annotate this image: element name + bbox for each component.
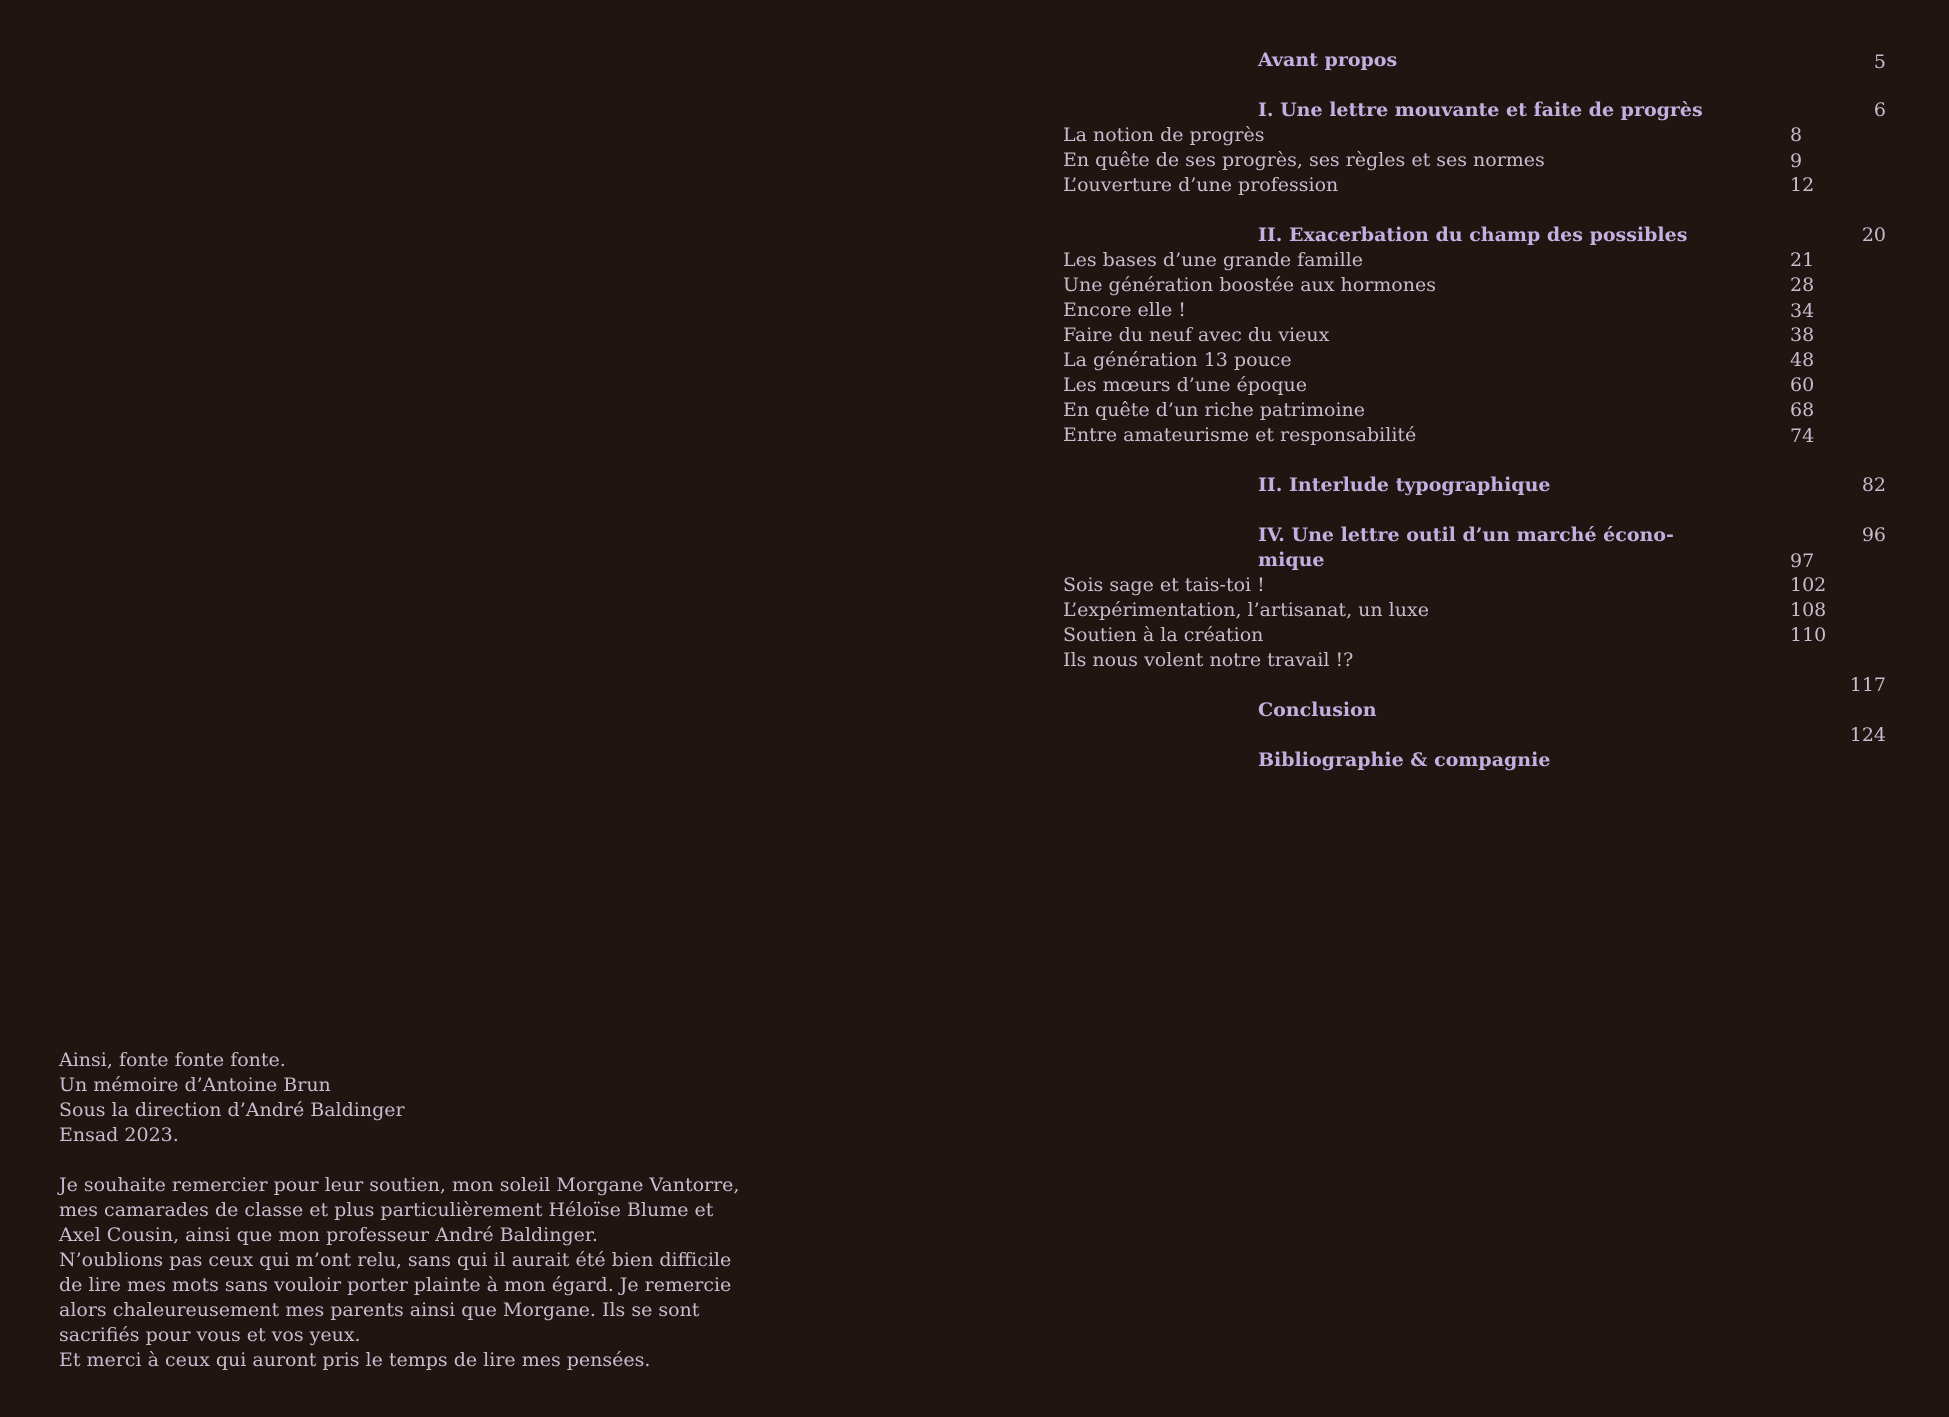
toc-conclusion-page: 117 [1849,674,1886,696]
toc-part4-page: 96 [1861,524,1886,546]
toc-item: En quête de ses progrès, ses règles et ses normes [1063,149,1545,171]
thanks-line: Axel Cousin, ainsi que mon professeur André Baldinger. [59,1224,598,1246]
toc-item-page: 108 [1790,599,1827,621]
toc-part2-page: 20 [1861,224,1886,246]
toc-item: Ils nous volent notre travail !? [1063,649,1354,671]
toc-bibliographie-page: 124 [1849,724,1886,746]
toc-item-page: 21 [1790,249,1815,271]
toc-item: Les bases d’une grande famille [1063,249,1363,271]
toc-item-page: 60 [1790,374,1815,396]
thanks-line: Je souhaite remercier pour leur soutien, mon soleil Morgane Vantorre, [59,1174,740,1196]
thanks-line: N’oublions pas ceux qui m’ont relu, sans qui il aurait été bien difficile [59,1249,732,1271]
toc-part1-title: I. Une lettre mouvante et faite de progrès [1258,99,1703,121]
toc-item-page: 34 [1790,300,1815,322]
thanks-line: Et merci à ceux qui auront pris le temps de lire mes pensées. [59,1349,651,1371]
toc-part3-page: 82 [1861,474,1886,496]
toc-item: Une génération boostée aux hormones [1063,274,1436,296]
colophon-line: Sous la direction d’André Baldinger [59,1099,405,1121]
toc-part4-title-line1: IV. Une lettre outil d’un marché écono- [1258,524,1674,546]
toc-avant-propos-title: Avant propos [1258,49,1398,71]
toc-item: Faire du neuf avec du vieux [1063,324,1330,346]
toc-item: En quête d’un riche patrimoine [1063,399,1366,421]
colophon-line: Ensad 2023. [59,1124,179,1146]
toc-item-page: 38 [1790,324,1815,346]
toc-conclusion-title: Conclusion [1258,699,1377,721]
thanks-line: alors chaleureusement mes parents ainsi que Morgane. Ils se sont [59,1299,700,1321]
toc-bibliographie-title: Bibliographie & compagnie [1258,749,1551,771]
toc-avant-propos-page: 5 [1873,51,1886,73]
toc-item: La génération 13 pouce [1063,349,1292,371]
toc-item-page: 102 [1790,574,1827,596]
toc-item: La notion de progrès [1063,124,1265,146]
colophon-line: Un mémoire d’Antoine Brun [59,1074,331,1096]
toc-item: Les mœurs d’une époque [1063,374,1308,396]
toc-item-page: 28 [1790,274,1815,296]
toc-item-page: 110 [1790,624,1827,646]
toc-item-page: 68 [1790,399,1815,421]
colophon-line: Ainsi, fonte fonte fonte. [59,1049,286,1071]
toc-part4-title-line2: mique [1258,549,1325,571]
toc-part3-title: II. Interlude typographique [1258,474,1551,496]
toc-item-page: 9 [1790,150,1803,172]
toc-item-page: 48 [1790,349,1815,371]
toc-item: Soutien à la création [1063,624,1264,646]
toc-item: Entre amateurisme et responsabilité [1063,424,1417,446]
spacer [59,1148,679,1173]
toc-item: Encore elle ! [1063,299,1186,321]
toc-part1-page: 6 [1873,99,1886,121]
toc-item: Sois sage et tais-toi ! [1063,574,1265,596]
toc-item: L’ouverture d’une profession [1063,174,1339,196]
toc-item: L’expérimentation, l’artisanat, un luxe [1063,599,1429,621]
thanks-line: de lire mes mots sans vouloir porter plainte à mon égard. Je remercie [59,1274,732,1296]
toc-item-page: 8 [1790,124,1803,146]
thanks-line: mes camarades de classe et plus particulièrement Héloïse Blume et [59,1199,714,1221]
toc-item-page: 12 [1790,174,1815,196]
thanks-line: sacrifiés pour vous et vos yeux. [59,1324,361,1346]
toc-item-page: 97 [1790,550,1815,572]
toc-part2-title: II. Exacerbation du champ des possibles [1258,224,1688,246]
colophon [59,1048,740,1373]
toc-item-page: 74 [1790,425,1815,447]
